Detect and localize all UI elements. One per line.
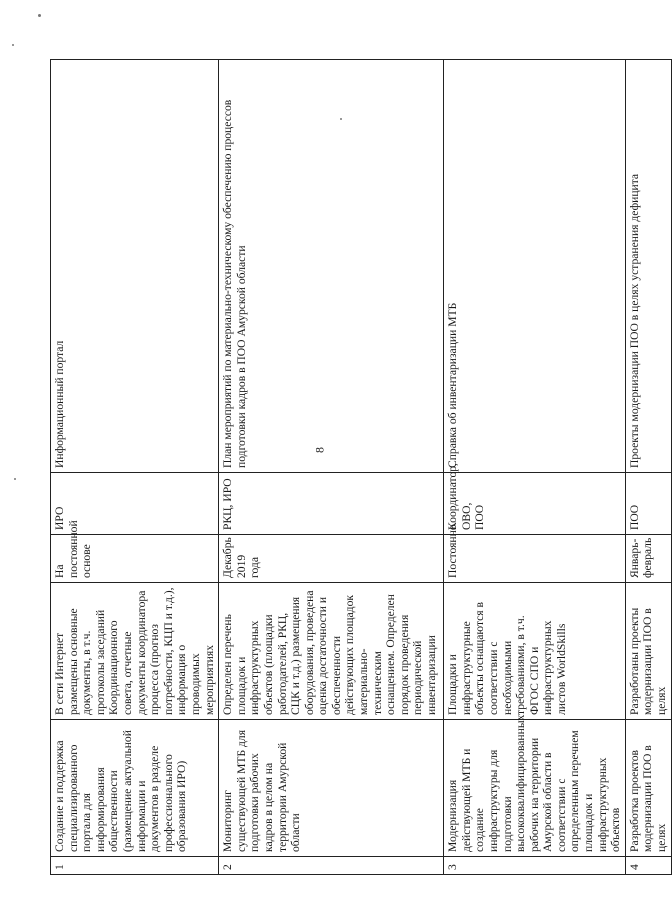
row-number: 3 xyxy=(444,857,626,875)
deadline-cell: Постоянно xyxy=(444,535,626,583)
activity-cell: Создание и поддержка специализированного портала для информирования общественности (размещение актуальной информации и документов в разделе профессионального образования ИРО) xyxy=(51,720,219,857)
deadline-cell: Декабрь 2019 года xyxy=(219,535,444,583)
result-cell: Площадки и инфраструктурные объекты оснащаются в соответствии с необходимыми требованиями, в т.ч. ФГОС СПО и инфраструктурных листов WorldSkills xyxy=(444,583,626,720)
document-cell: План мероприятий по материально-техническому обеспечению процессов подготовки кадров в ПОО Амурской области xyxy=(219,60,444,473)
document-cell: Справка об инвентаризации МТБ xyxy=(444,60,626,473)
scan-speck xyxy=(12,44,14,46)
activity-cell: Разработка проектов модернизации ПОО в целях xyxy=(625,720,671,857)
result-cell: В сети Интернет размещены основные документы, в т.ч. протоколы заседаний Координационного совета, отчетные документы координатора процесса (прогноз потребности, КЦП и т.д.), информация о проводимых мероприятиях xyxy=(51,583,219,720)
table-row xyxy=(219,60,444,875)
responsible-cell: Координатор, ОВО, ПОО xyxy=(444,473,626,535)
rotated-table-container xyxy=(50,60,669,875)
responsible-cell: ПОО xyxy=(625,473,671,535)
activity-cell: Мониторинг существующей МТБ для подготовки рабочих кадров в целом на территории Амурской области xyxy=(219,720,444,857)
page-number: 8 xyxy=(312,447,327,453)
scan-speck xyxy=(340,118,342,120)
activity-cell: Модернизация действующей МТБ и создание инфраструктуры для подготовки высококвалифицированных рабочих на территории Амурской области в соответствии с определенным перечнем площадок и инфраструктурных объектов xyxy=(444,720,626,857)
table-row xyxy=(51,60,219,875)
document-cell: Проекты модернизации ПОО в целях устранения дефицита xyxy=(625,60,671,473)
responsible-cell: ИРО xyxy=(51,473,219,535)
activities-table xyxy=(50,59,672,875)
row-number: 4 xyxy=(625,857,671,875)
row-number: 2 xyxy=(219,857,444,875)
result-cell: Разработаны проекты модернизации ПОО в целях xyxy=(625,583,671,720)
responsible-cell: РКЦ, ИРО xyxy=(219,473,444,535)
table-row xyxy=(444,60,626,875)
table-row xyxy=(625,60,671,875)
row-number: 1 xyxy=(51,857,219,875)
scan-speck xyxy=(38,14,41,17)
deadline-cell: На постоянной основе xyxy=(51,535,219,583)
result-cell: Определен перечень площадок и инфраструктурных объектов (площадки работодателей, РКЦ, СЦК и т.д.) размещения оборудования, проведена оценка достаточности и обеспеченности действующих площадок материально-техническим оснащением. Определен порядок проведения периодической инвентаризации xyxy=(219,583,444,720)
scan-speck xyxy=(14,478,16,480)
document-cell: Информационный портал xyxy=(51,60,219,473)
deadline-cell: Январь-февраль xyxy=(625,535,671,583)
